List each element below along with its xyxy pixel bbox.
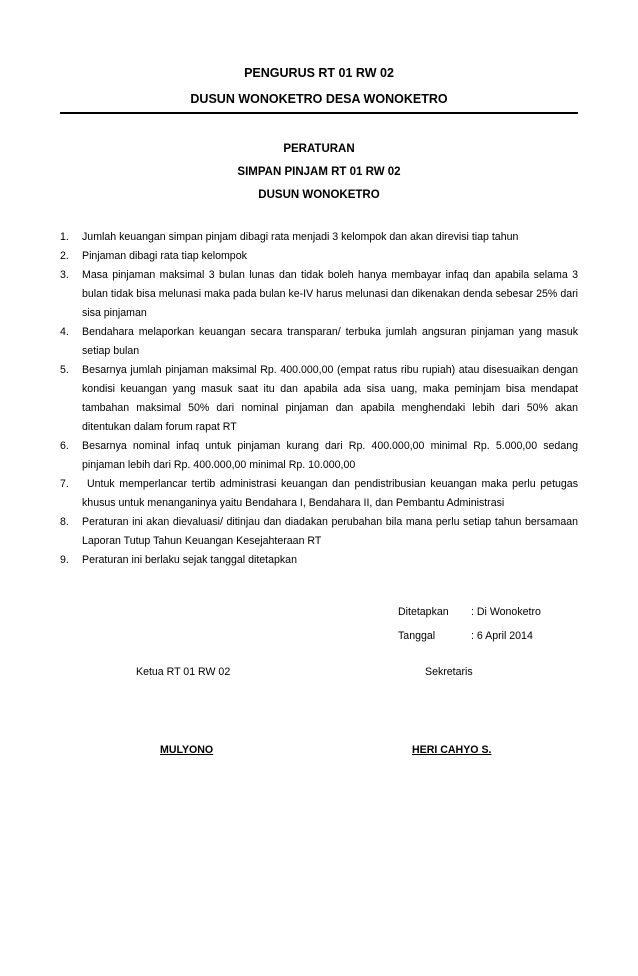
letterhead-divider-thick xyxy=(60,112,578,114)
letterhead-line-2: DUSUN WONOKETRO DESA WONOKETRO xyxy=(190,92,448,106)
rule-item xyxy=(60,361,578,437)
signatory-name-chairman: MULYONO xyxy=(160,744,214,756)
enactment-info xyxy=(398,600,541,648)
rule-number: 2. xyxy=(60,250,69,262)
rule-number: 5. xyxy=(60,364,69,376)
rule-item xyxy=(60,228,578,247)
title-line-2: SIMPAN PINJAM RT 01 RW 02 xyxy=(237,166,401,178)
enactment-place-row xyxy=(398,600,541,624)
rule-text: Besarnya nominal infaq untuk pinjaman kurang dari Rp. 400.000,00 minimal Rp. 5.000,00 sedang pinjaman lebih dari Rp. 400.000,00 minimal Rp. 10.000,00 xyxy=(82,440,578,471)
rule-number: 8. xyxy=(60,516,69,528)
rule-text: Bendahara melaporkan keuangan secara transparan/ terbuka jumlah angsuran pinjaman yang masuk setiap bulan xyxy=(82,326,578,357)
signatory-role-chairman: Ketua RT 01 RW 02 xyxy=(136,666,231,678)
rule-item xyxy=(60,437,578,475)
title-line-3: DUSUN WONOKETRO xyxy=(258,189,380,201)
rule-item xyxy=(60,323,578,361)
rule-number: 9. xyxy=(60,554,69,566)
enactment-date-row xyxy=(398,624,541,648)
letterhead-line-1: PENGURUS RT 01 RW 02 xyxy=(244,66,394,80)
rule-number: 1. xyxy=(60,231,69,243)
rule-item xyxy=(60,475,578,513)
letterhead xyxy=(60,60,578,112)
rules-list xyxy=(60,228,578,570)
rule-text: Besarnya jumlah pinjaman maksimal Rp. 400.000,00 (empat ratus ribu rupiah) atau disesuaikan dengan kondisi keuangan yang masuk saat itu dan apabila ada sisa uang, maka peminjam bisa mendapat tambahan maksimal 50% dari nominal pinjaman dan apabila menghendaki lebih dari 50% akan ditentukan dalam forum rapat RT xyxy=(82,364,578,433)
rule-number: 4. xyxy=(60,326,69,338)
rule-text: Peraturan ini akan dievaluasi/ ditinjau dan diadakan perubahan bila mana perlu setiap tahun bersamaan Laporan Tutup Tahun Keuangan Kesejahteraan RT xyxy=(82,516,578,547)
rule-text: Peraturan ini berlaku sejak tanggal ditetapkan xyxy=(82,554,297,566)
rule-item xyxy=(60,266,578,323)
rule-number: 3. xyxy=(60,269,69,281)
rule-number: 7. xyxy=(60,478,69,490)
signatory-role-secretary: Sekretaris xyxy=(425,666,473,678)
rule-text: Untuk memperlancar tertib administrasi keuangan dan pendistribusian keuangan maka perlu petugas khusus untuk menanganinya yaitu Bendahara I, Bendahara II, dan Pembantu Administrasi xyxy=(82,478,578,509)
rule-text: Masa pinjaman maksimal 3 bulan lunas dan tidak boleh hanya membayar infaq dan apabila selama 3 bulan tidak bisa melunasi maka pada bulan ke-IV harus melunasi dan dikenakan denda sebesar 25% dari sisa pinjaman xyxy=(82,269,578,319)
enactment-date-value: : 6 April 2014 xyxy=(471,630,533,642)
signatory-name-secretary: HERI CAHYO S. xyxy=(412,744,492,756)
enactment-place-value: : Di Wonoketro xyxy=(471,606,541,618)
enactment-date-label: Tanggal xyxy=(398,630,436,642)
rule-text: Jumlah keuangan simpan pinjam dibagi rata menjadi 3 kelompok dan akan direvisi tiap tahun xyxy=(82,231,519,243)
title-line-1: PERATURAN xyxy=(283,143,355,155)
enactment-place-label: Ditetapkan xyxy=(398,606,449,618)
rule-item xyxy=(60,513,578,551)
rule-item xyxy=(60,551,578,570)
document-title xyxy=(60,138,578,207)
rule-item xyxy=(60,247,578,266)
rule-number: 6. xyxy=(60,440,69,452)
rule-text: Pinjaman dibagi rata tiap kelompok xyxy=(82,250,247,262)
